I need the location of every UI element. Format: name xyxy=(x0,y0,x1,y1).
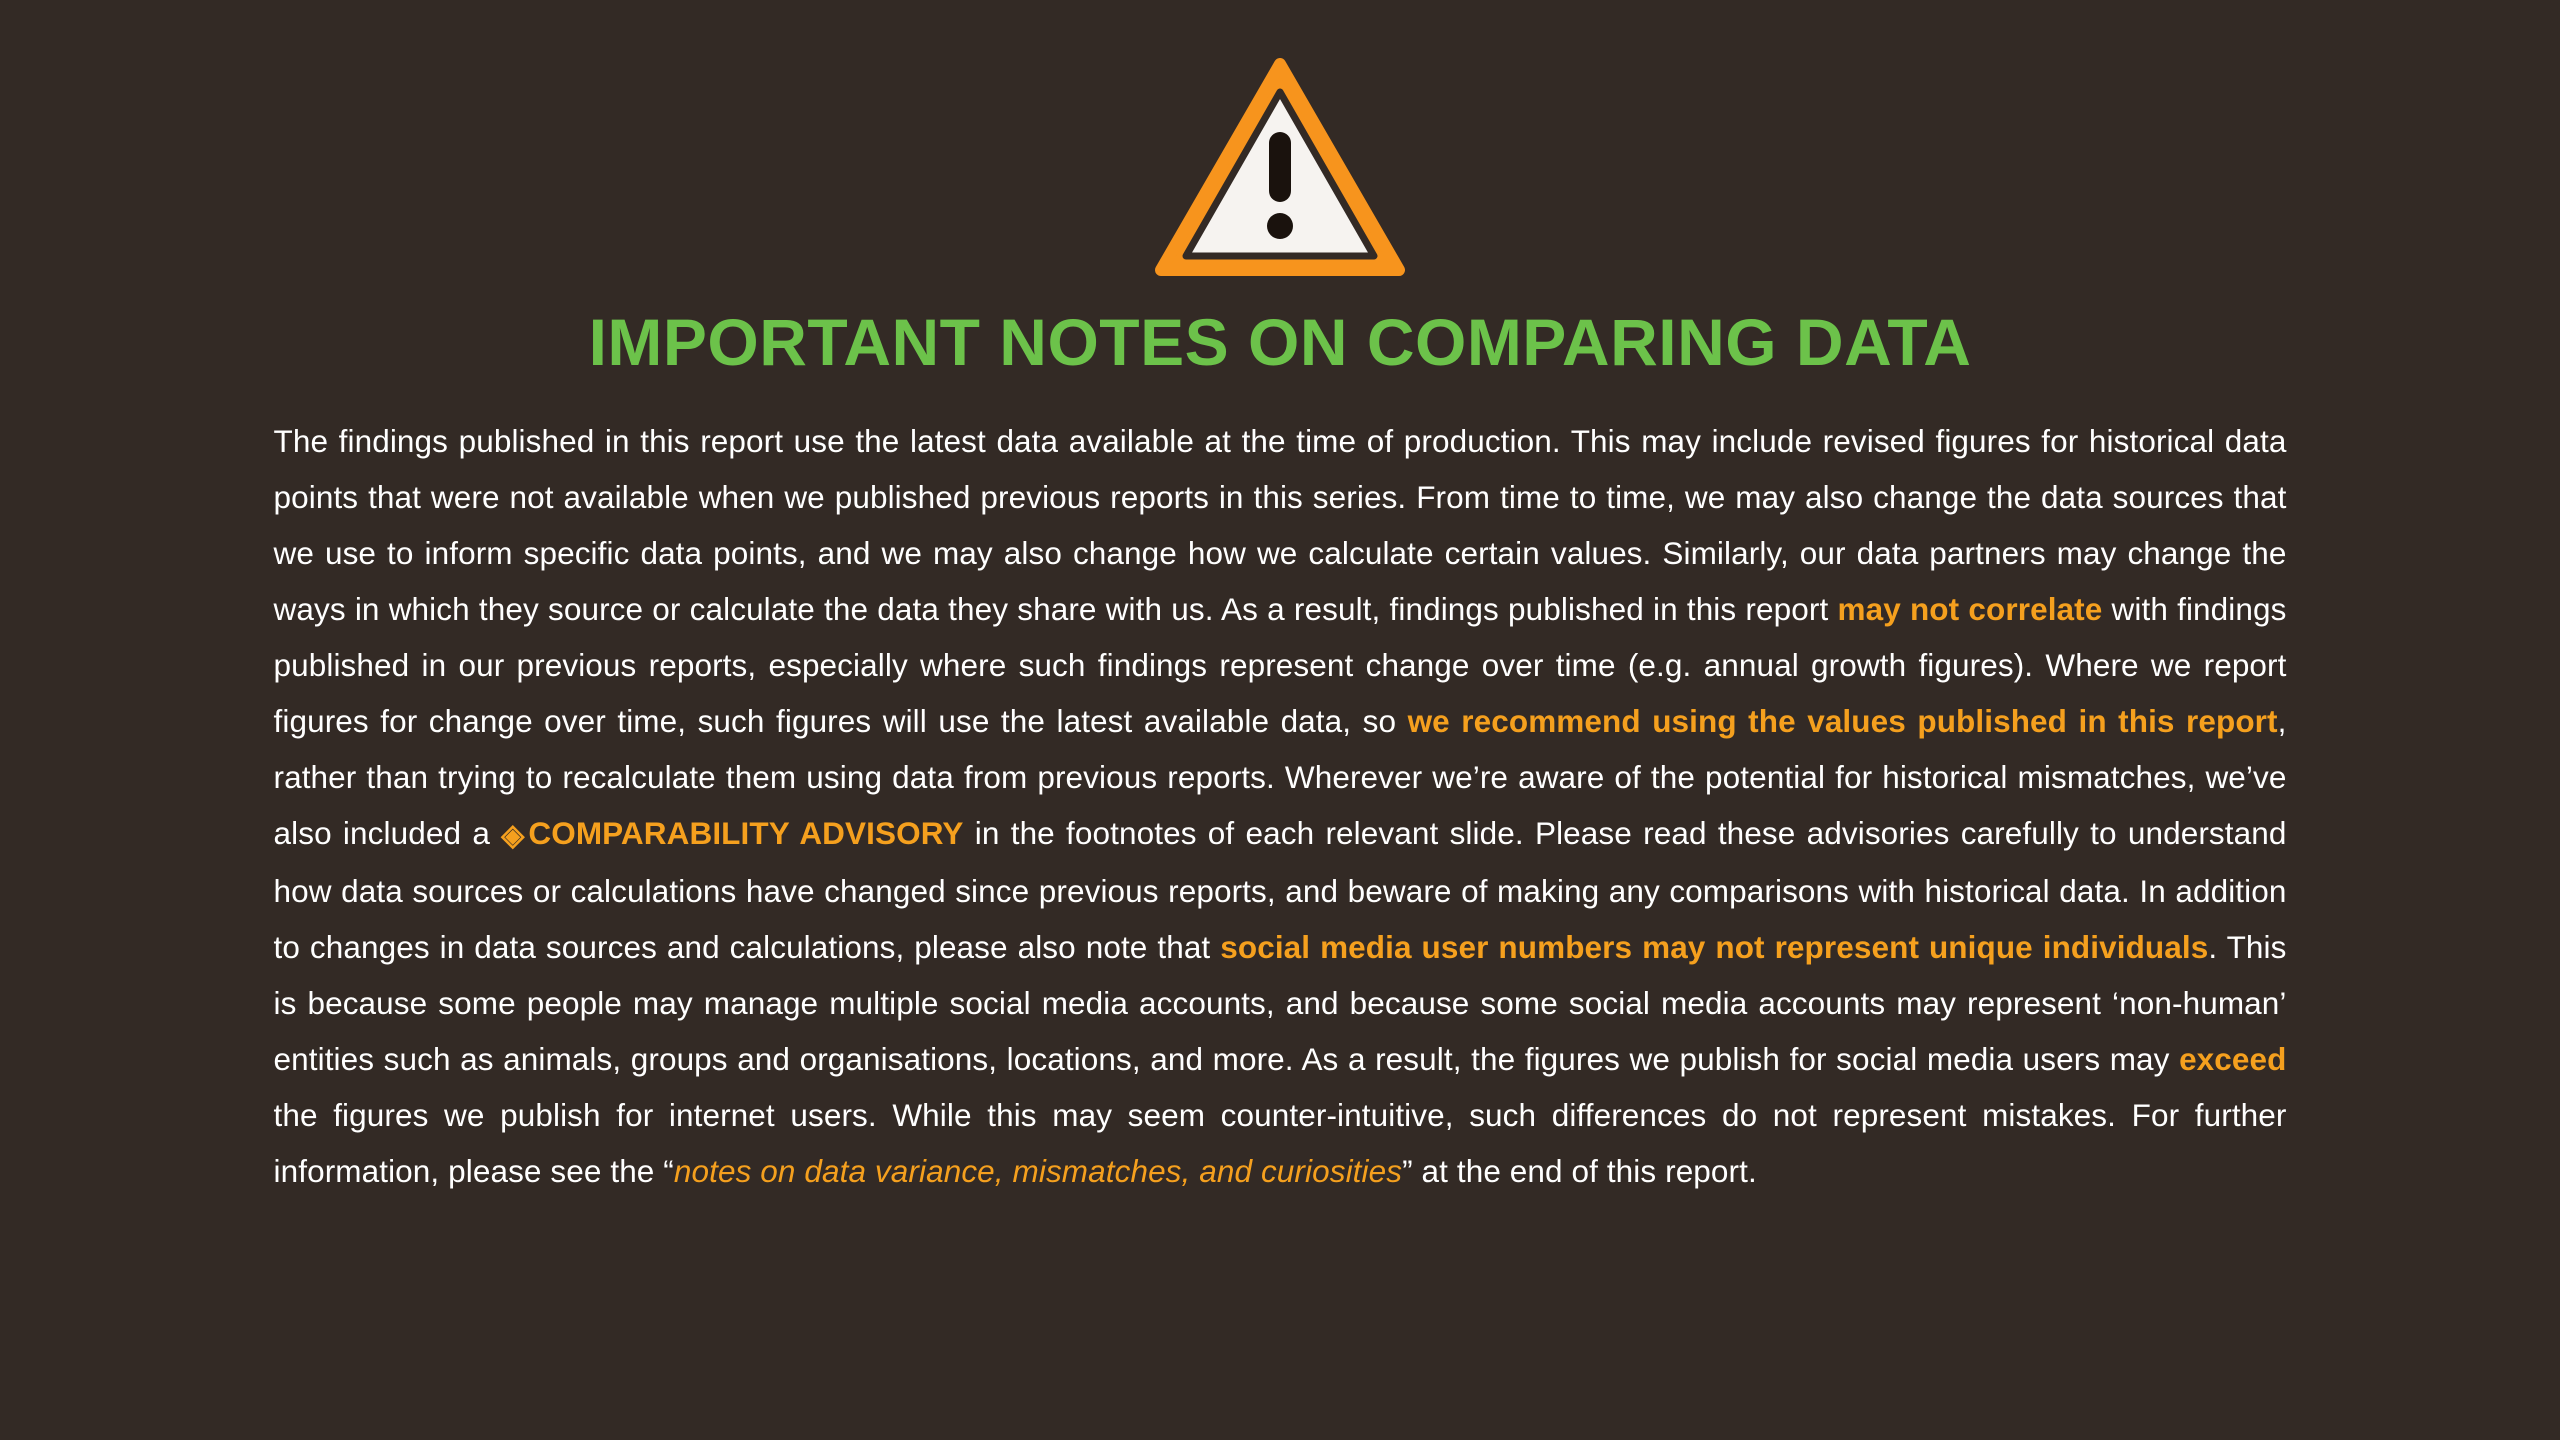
comparability-advisory-label: COMPARABILITY ADVISORY xyxy=(528,815,964,852)
body-text-part-7: ” at the end of this report. xyxy=(1402,1153,1757,1190)
comparability-advisory-tag xyxy=(501,815,963,851)
body-text-part-6: the figures we publish for internet users. While this may seem counter-intuitive, such differences do not represent mistakes. For further information, please see the “ xyxy=(273,1097,2287,1190)
warning-triangle-icon xyxy=(1155,58,1405,280)
highlight-exceed: exceed xyxy=(2179,1041,2287,1078)
highlight-notes-on-data-variance: notes on data variance, mismatches, and curiosities xyxy=(673,1153,1403,1190)
body-text-part-3: , rather than trying to recalculate them using data from previous reports. Wherever we’re aware of the potential for historical mismatches, we’ve also included a xyxy=(273,703,2287,852)
body-text-part-2: with findings published in our previous reports, especially where such findings represent change over time (e.g. annual growth figures). Where we report figures for change over time, such figures will use the latest available data, so xyxy=(273,591,2287,740)
body-text-part-4: in the footnotes of each relevant slide. Please read these advisories carefully to understand how data sources or calculations have changed since previous reports, and beware of making any comparisons with historical data. In addition to changes in data sources and calculations, please also note that xyxy=(273,815,2287,966)
body-paragraph xyxy=(274,413,2287,1199)
warning-icon-container xyxy=(0,0,2560,280)
diamond-icon: ◈ xyxy=(501,819,525,853)
body-text-part-1: The findings published in this report use the latest data available at the time of production. This may include revised figures for historical data points that were not available when we published previous reports in this series. From time to time, we may also change the data sources that we use to inform specific data points, and we may also change how we calculate certain values. Similarly, our data partners may change the ways in which they source or calculate the data they share with us. As a result, findings published in this report xyxy=(273,423,2287,628)
body-text-part-5: . This is because some people may manage multiple social media accounts, and because some social media accounts may represent ‘non-human’ entities such as animals, groups and organisations, locations, and more. As a result, the figures we publish for social media users may xyxy=(273,929,2287,1078)
page-title: IMPORTANT NOTES ON COMPARING DATA xyxy=(588,305,1972,379)
highlight-may-not-correlate: may not correlate xyxy=(1837,591,2103,628)
highlight-unique-individuals: social media user numbers may not represent unique individuals xyxy=(1220,929,2209,966)
highlight-recommend-values: we recommend using the values published in this report xyxy=(1407,703,2278,740)
body-container xyxy=(274,413,2287,1199)
